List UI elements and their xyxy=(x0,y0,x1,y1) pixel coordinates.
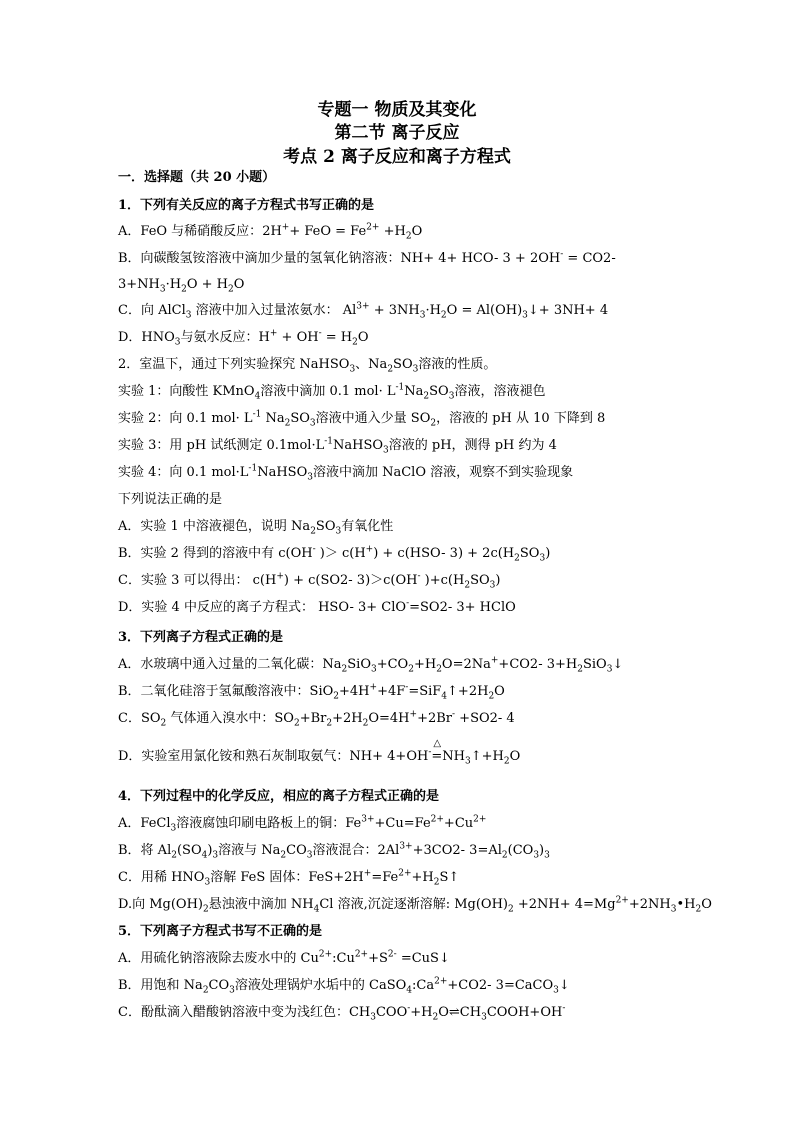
q4-option-d: D.向 $Mg(OH)_2$悬浊液中滴加 $NH_4Cl$ 溶液,沉淀逐渐溶解: $Mg(OH)_2 +2NH+$ $4=Mg^{2+}+2NH_3•H_2O$ xyxy=(118,895,712,915)
section-heading: 一．选择题（共 20 小题） xyxy=(118,170,276,185)
q1-option-b-cont: $3+NH_3\cdot H_2O + H_2O$ xyxy=(118,277,245,295)
section-title: 第二节 离子反应 xyxy=(334,123,460,143)
q1-option-a: A．FeO 与稀硝酸反应：2H++ FeO = $Fe^{2+} +H_2O$ xyxy=(118,222,423,242)
q4-option-b: B．将 $Al_2(SO_4)_3$溶液与 $Na_2CO_3$溶液混合：$2Al^{3+}+3CO2-$ $3=Al_2(CO_3)_3$ xyxy=(118,841,550,861)
q2-experiment-4: 实验 4：向 0.1 $mol\cdot L^{-1}NaHSO_3$溶液中滴加 NaClO 溶液，观察不到实验现象 xyxy=(118,463,574,483)
q5-option-b: B．用饱和 $Na_2CO_3$溶液处理锅炉水垢中的 $CaSO_4:Ca^{2+}+CO2-$ 3=CaCO$_3$↓ xyxy=(118,976,570,996)
q2-experiment-1: 实验 1：向酸性 KMnO$_4$溶液中滴加 0.1 $mol\cdot L^{-1}Na_2SO_3$溶液，溶液褪色 xyxy=(118,382,546,402)
q2-option-d: D．实验 4 中反应的离子方程式： HSO- 3+ ClO-=SO2- 3+ HClO xyxy=(118,598,516,615)
q1-stem: 1．下列有关反应的离子方程式书写正确的是 xyxy=(118,198,375,213)
q1-option-d: D．$HNO_3$与氨水反应：$H^+ + OH^- = H_2O$ xyxy=(118,328,369,348)
point-title: 考点 2 离子反应和离子方程式 xyxy=(283,147,511,167)
q2-question: 下列说法正确的是 xyxy=(118,492,223,507)
q2-stem: 2．室温下，通过下列实验探究 NaHSO$_3$、$Na_2SO_3$溶液的性质。 xyxy=(118,357,497,375)
q4-stem: 4．下列过程中的化学反应，相应的离子方程式正确的是 xyxy=(118,789,440,804)
q4-option-a: A．FeCl$_3$溶液腐蚀印刷电路板上的铜：$Fe^{3+}+Cu=Fe^{2+}+Cu^{2+}$ xyxy=(118,814,487,834)
q5-option-a: A．用硫化钠溶液除去废水中的 $Cu^{2+}:Cu^{2+}+S^{2-}$ =CuS↓ xyxy=(118,949,450,966)
q3-stem: 3．下列离子方程式正确的是 xyxy=(118,630,284,645)
q4-option-c: C．用稀 $HNO_3$溶解 FeS 固体：$FeS+2H^+=Fe^{2+}+H_2S↑$ xyxy=(118,868,460,888)
q2-option-a: A．实验 1 中溶液褪色，说明 $Na_2SO_3$有氧化性 xyxy=(118,519,394,537)
q2-experiment-2: 实验 2：向 0.1 $mol\cdot L^{-1}$ $Na_2SO_3$溶液中通入少量 $SO_2$，溶液的 pH 从 10 下降到 8 xyxy=(118,409,606,429)
q5-option-c: C．酚酞滴入醋酸钠溶液中变为浅红色：$CH_3COO^-+H_2O\rightleftharpoons CH_3COOH+OH^-$ xyxy=(118,1003,566,1023)
q3-option-b: B．二氧化硅溶于氢氟酸溶液中：$SiO_2+4H^++4F^-=SiF_4↑+2H_2O$ xyxy=(118,682,505,702)
q1-option-c: C．向 AlCl$_3$ 溶液中加入过量浓氨水： $Al^{3+} + 3NH_3\cdot H_2O$ = $Al(OH)_3↓+ 3NH+ 4$ xyxy=(118,301,609,321)
q1-option-b: B．向碳酸氢铵溶液中滴加少量的氢氧化钠溶液：NH+ 4+ HCO- 3 + 2OH- = CO2- xyxy=(118,249,616,266)
q3-option-d: D．实验室用氯化铵和熟石灰制取氨气：NH+ 4+OH- △ $=NH_3↑+H_2O$ xyxy=(118,738,521,767)
topic-title: 专题一 物质及其变化 xyxy=(317,100,477,120)
heat-symbol: △ =NH xyxy=(431,738,465,764)
q5-stem: 5．下列离子方程式书写不正确的是 xyxy=(118,924,323,939)
q2-option-c: C．实验 3 可以得出： c(H+) + c(SO2- 3)＞c(OH- )$+c(H_2SO_3)$ xyxy=(118,571,501,591)
q3-option-a: A．水玻璃中通入过量的二氧化碳：$Na_2SiO_3+CO_2+H_2O=2Na^++CO2-$ $3+H_2SiO_3↓$ xyxy=(118,655,624,675)
q2-experiment-3: 实验 3：用 pH 试纸测定 $0.1mol\cdot L^{-1}NaHSO_3$溶液的 pH，测得 pH 约为 4 xyxy=(118,436,557,456)
q2-option-b: B．实验 2 得到的溶液中有 c(OH- )＞ c(H+) + c(HSO- $3) + 2c(H_2SO_3)$ xyxy=(118,544,551,564)
q3-option-c: C．$SO_2$ 气体通入溴水中：$SO_2+Br_2+2H_2O=4H^++2Br^- +SO2-$ 4 xyxy=(118,709,515,729)
